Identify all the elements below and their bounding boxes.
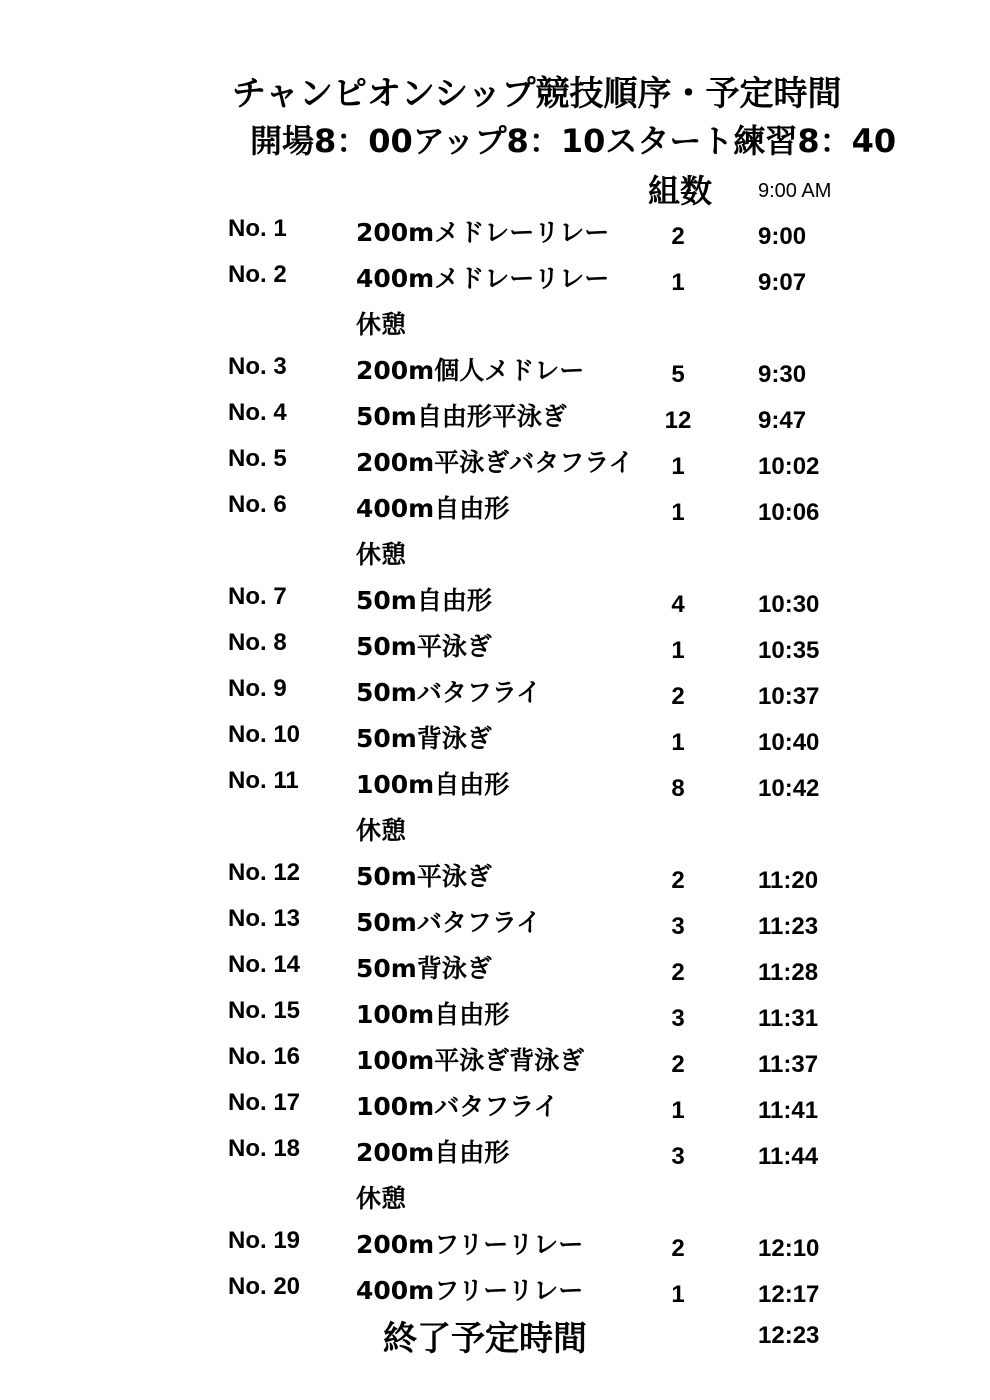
row-time: 9:00: [758, 223, 807, 250]
row-heat-count: 1: [671, 637, 685, 664]
row-event: 50m自由形: [356, 586, 492, 615]
row-time: 12:10: [758, 1235, 820, 1262]
row-time: 10:42: [758, 775, 820, 802]
row-heat-count: 3: [671, 1005, 685, 1032]
row-heat-count: 1: [671, 1281, 685, 1308]
row-time: 11:44: [758, 1143, 819, 1170]
row-event: 100mバタフライ: [356, 1092, 559, 1121]
row-number: No. 12: [228, 859, 301, 886]
row-heat-count: 2: [671, 959, 685, 986]
row-event: 50m平泳ぎ: [356, 632, 492, 661]
row-number: No. 14: [228, 951, 301, 978]
row-event: 休憩: [356, 1184, 407, 1213]
row-heat-count: 2: [671, 223, 685, 250]
row-event: 400mフリーリレー: [356, 1276, 584, 1305]
row-event: 200m自由形: [356, 1138, 510, 1167]
row-event: 200mフリーリレー: [356, 1230, 584, 1259]
row-number: No. 18: [228, 1135, 301, 1162]
document-title: チャンピオンシップ競技順序・予定時間: [232, 74, 842, 114]
row-time: 11:23: [758, 913, 819, 940]
row-number: No. 3: [228, 353, 287, 380]
end-time-label: 終了予定時間: [383, 1319, 587, 1359]
row-event: 100m平泳ぎ背泳ぎ: [356, 1046, 585, 1075]
row-number: No. 1: [228, 215, 287, 242]
row-time: 11:37: [758, 1051, 819, 1078]
row-event: 200mメドレーリレー: [356, 218, 610, 247]
row-time: 11:20: [758, 867, 819, 894]
row-heat-count: 5: [671, 361, 685, 388]
row-heat-count: 2: [671, 867, 685, 894]
row-heat-count: 3: [671, 1143, 685, 1170]
count-column-header: 組数: [648, 172, 713, 210]
row-heat-count: 2: [671, 683, 685, 710]
row-event: 200m平泳ぎバタフライ: [356, 448, 634, 477]
row-number: No. 11: [228, 767, 299, 794]
row-heat-count: 4: [671, 591, 685, 618]
row-time: 10:35: [758, 637, 820, 664]
row-heat-count: 8: [671, 775, 685, 802]
row-time: 9:30: [758, 361, 807, 388]
row-event: 100m自由形: [356, 1000, 510, 1029]
row-event: 400m自由形: [356, 494, 510, 523]
row-number: No. 5: [228, 445, 287, 472]
row-event: 100m自由形: [356, 770, 510, 799]
row-time: 10:02: [758, 453, 820, 480]
document-subtitle: 開場8：00アップ8：10スタート練習8：40: [250, 122, 897, 160]
row-number: No. 17: [228, 1089, 301, 1116]
row-event: 休憩: [356, 310, 407, 339]
row-event: 50m背泳ぎ: [356, 724, 492, 753]
row-time: 9:07: [758, 269, 807, 296]
row-time: 12:17: [758, 1281, 820, 1308]
row-heat-count: 1: [671, 1097, 685, 1124]
row-number: No. 10: [228, 721, 301, 748]
row-heat-count: 1: [671, 269, 685, 296]
row-number: No. 13: [228, 905, 301, 932]
row-number: No. 6: [228, 491, 287, 518]
row-number: No. 19: [228, 1227, 301, 1254]
row-number: No. 8: [228, 629, 287, 656]
row-heat-count: 1: [671, 453, 685, 480]
row-event: 50m自由形平泳ぎ: [356, 402, 567, 431]
row-heat-count: 1: [671, 729, 685, 756]
row-number: No. 4: [228, 399, 287, 426]
row-number: No. 15: [228, 997, 301, 1024]
row-heat-count: 2: [671, 1051, 685, 1078]
row-event: 50m平泳ぎ: [356, 862, 492, 891]
row-heat-count: 1: [671, 499, 685, 526]
row-heat-count: 12: [664, 407, 692, 434]
start-time-header: 9:00 AM: [758, 180, 832, 202]
row-heat-count: 2: [671, 1235, 685, 1262]
row-number: No. 7: [228, 583, 287, 610]
row-event: 400mメドレーリレー: [356, 264, 610, 293]
row-time: 10:40: [758, 729, 820, 756]
row-time: 9:47: [758, 407, 807, 434]
row-time: 10:37: [758, 683, 820, 710]
row-time: 11:41: [758, 1097, 819, 1124]
row-event: 50mバタフライ: [356, 908, 542, 937]
row-event: 50m背泳ぎ: [356, 954, 492, 983]
end-time-value: 12:23: [758, 1322, 820, 1349]
row-number: No. 20: [228, 1273, 301, 1300]
row-number: No. 16: [228, 1043, 301, 1070]
row-event: 休憩: [356, 816, 407, 845]
row-number: No. 2: [228, 261, 287, 288]
row-event: 50mバタフライ: [356, 678, 542, 707]
row-event: 200m個人メドレー: [356, 356, 585, 385]
row-time: 11:28: [758, 959, 819, 986]
row-time: 10:30: [758, 591, 820, 618]
row-time: 11:31: [758, 1005, 819, 1032]
row-event: 休憩: [356, 540, 407, 569]
row-number: No. 9: [228, 675, 287, 702]
row-heat-count: 3: [671, 913, 685, 940]
row-time: 10:06: [758, 499, 820, 526]
